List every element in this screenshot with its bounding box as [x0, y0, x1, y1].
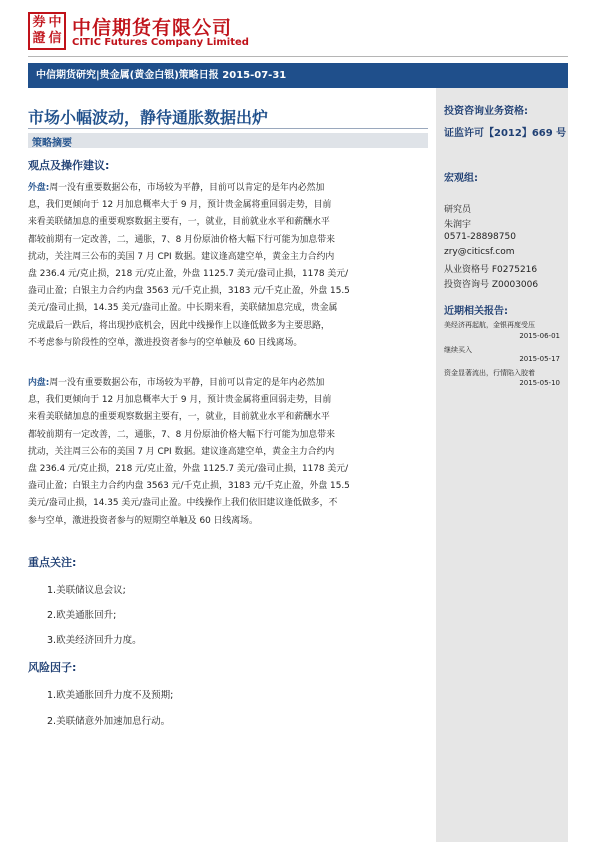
related-report-date: 2015-05-10 [519, 379, 560, 387]
focus-item: 3.欧美经济回升力度。 [47, 635, 142, 646]
related-report-title[interactable]: 美经济再起航，金银再度受压 [444, 321, 535, 329]
analyst-phone: 0571-28898750 [444, 232, 516, 242]
paragraph-line: 不考虑参与阶段性的空单，激进投资者参与的空单触及 60 日线离场。 [28, 337, 303, 348]
related-report-title[interactable]: 资金显著流出，行情陷入胶着 [444, 369, 535, 377]
sidebar [436, 88, 568, 842]
paragraph-line: 息，我们更倾向于 12 月加息概率大于 9 月，预计贵金属将重回弱走势，目前 [28, 395, 332, 406]
logo-glyph: 證 [32, 31, 46, 46]
risk-item: 1.欧美通胀回升力度不及预期; [47, 690, 174, 701]
paragraph-line: 盎司止盈；白银主力合约内盘 3563 元/千克止损，3183 元/千克止盈，外盘 15.5 [28, 481, 350, 492]
paragraph-line: 周一没有重要数据公布，市场较为平静，目前可以肯定的是年内必然加 [49, 378, 325, 388]
related-report-date: 2015-06-01 [519, 332, 560, 340]
paragraph-line: 周一没有重要数据公布，市场较为平静，目前可以肯定的是年内必然加 [49, 183, 325, 193]
paragraph-line: 都较前期有一定改善，二，通胀，7、8 月份原油价格大幅下行可能为加息带来 [28, 429, 335, 440]
related-reports-heading: 近期相关报告: [444, 306, 508, 317]
paragraph-line: 扰动，关注周三公布的美国 7 月 CPI 数据。建议逢高建空单，黄金主力合约内 [28, 446, 335, 457]
company-name-en: CITIC Futures Company Limited [72, 37, 249, 48]
header-divider [28, 56, 568, 57]
inner-market-label: 内盘: [28, 378, 50, 388]
logo-glyph: 券 [32, 15, 46, 30]
report-title: 市场小幅波动，静待通胀数据出炉 [28, 108, 269, 127]
paragraph-line: 来看美联储加息的重要观察数据主要有，一，就业，目前就业水平和薪酬水平 [28, 412, 330, 423]
related-report-title[interactable]: 继续买入 [444, 346, 472, 354]
analyst-qualification: 从业资格号 F0275216 [444, 265, 538, 275]
outer-market-label: 外盘: [28, 183, 50, 193]
paragraph-line: 盘 236.4 元/克止损，218 元/克止盈，外盘 1125.7 美元/盎司止损，1178 美元/ [28, 464, 349, 475]
summary-bar [28, 133, 428, 148]
paragraph-line: 盎司止盈；白银主力合约内盘 3563 元/千克止损，3183 元/千克止盈，外盘 15.5 [28, 286, 350, 297]
analyst-name: 朱润宇 [444, 220, 472, 230]
company-logo-seal [28, 12, 66, 50]
paragraph-line: 参与空单，激进投资者参与的短期空单触及 60 日线离场。 [28, 515, 258, 526]
group-heading: 宏观组: [444, 173, 478, 184]
outer-market-paragraph [28, 180, 380, 352]
analyst-role: 研究员 [444, 205, 472, 215]
paragraph-line: 盘 236.4 元/克止损，218 元/克止盈，外盘 1125.7 美元/盎司止损，1178 美元/ [28, 269, 349, 280]
paragraph-line: 完成最后一跌后，将出现抄底机会，因此中线操作上以逢低做多为主要思路， [28, 320, 330, 331]
view-heading: 观点及操作建议: [28, 159, 110, 172]
paragraph-line: 息，我们更倾向于 12 月加息概率大于 9 月，预计贵金属将重回弱走势，目前 [28, 200, 332, 211]
title-divider [28, 128, 428, 129]
risk-item: 2.美联储意外加速加息行动。 [47, 716, 171, 727]
focus-heading: 重点关注: [28, 556, 77, 569]
paragraph-line: 扰动，关注周三公布的美国 7 月 CPI 数据。建议逢高建空单，黄金主力合约内 [28, 251, 335, 262]
related-report-date: 2015-05-17 [519, 355, 560, 363]
risk-heading: 风险因子: [28, 661, 77, 674]
logo-glyph: 信 [48, 31, 62, 46]
paragraph-line: 美元/盎司止损，14.35 美元/盎司止盈。中长期来看，美联储加息完成，贵金属 [28, 303, 338, 314]
paragraph-line: 来看美联储加息的重要观察数据主要有，一，就业，目前就业水平和薪酬水平 [28, 217, 330, 228]
focus-item: 1.美联储议息会议; [47, 585, 126, 596]
inner-market-paragraph [28, 375, 380, 530]
logo-glyph: 中 [48, 15, 62, 30]
report-banner: 中信期货研究|贵金属(黄金白银)策略日报 2015-07-31 [28, 63, 568, 88]
analyst-email: zry@citicsf.com [444, 247, 515, 257]
company-name-cn: 中信期货有限公司 [72, 17, 233, 39]
paragraph-line: 美元/盎司止损，14.35 美元/盎司止盈。中线操作上我们依旧建议逢低做多，不 [28, 498, 338, 509]
license-heading: 投资咨询业务资格: [444, 106, 528, 117]
license-value: 证监许可【2012】669 号 [444, 128, 567, 139]
paragraph-line: 都较前期有一定改善，二，通胀，7、8 月份原油价格大幅下行可能为加息带来 [28, 234, 335, 245]
analyst-consulting-id: 投资咨询号 Z0003006 [444, 280, 539, 290]
focus-item: 2.欧美通胀回升; [47, 610, 117, 621]
summary-label: 策略摘要 [32, 138, 72, 149]
